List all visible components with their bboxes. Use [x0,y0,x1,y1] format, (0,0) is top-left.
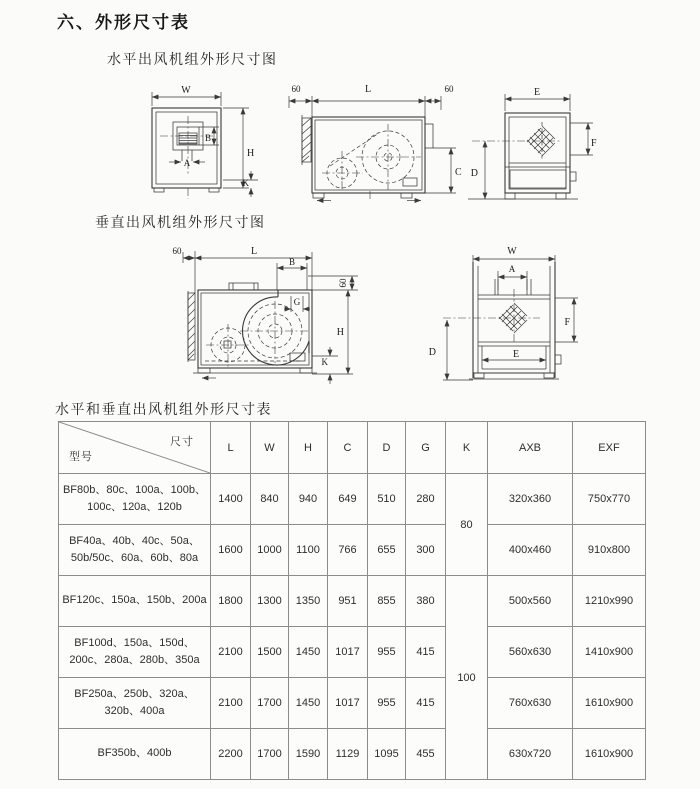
cell-g: 415 [406,678,446,729]
outlet-stub [425,124,433,148]
model-cell: BF40a、40b、40c、50a、50b/50c、60a、60b、80a [59,525,211,576]
dim-label-60-left: 60 [291,84,301,94]
dim-label-d: D [428,347,436,358]
foot [209,188,219,192]
table-header-row [59,422,646,474]
corner-label-dimension: 尺寸 [170,436,194,448]
dim-label-e: E [512,349,520,360]
cell-c: 649 [328,474,368,525]
model-cell: BF120c、150a、150b、200a [59,576,211,627]
table-row [59,678,646,729]
drain-box [403,178,417,186]
drawing-vertical-end-view [429,246,578,380]
col-header-g: G [406,422,446,474]
table-row [59,627,646,678]
dim-label-g: G [293,297,301,307]
cell-l: 1600 [211,525,251,576]
dim-label-60-right: 60 [444,84,454,94]
col-header-d: D [368,422,406,474]
cell-axb: 500x560 [488,576,573,627]
cell-h: 1350 [289,576,328,627]
cell-c: 1017 [328,627,368,678]
casing-outline [312,117,425,193]
cell-exf: 1610x900 [573,729,646,780]
cell-h: 940 [289,474,328,525]
table-row [59,525,646,576]
drawing-horizontal-side-view [289,84,462,201]
dim-label-k: K [242,178,249,188]
drain-box [290,353,305,361]
cell-exf: 1210x990 [573,576,646,627]
table-row [59,729,646,780]
side-tab [570,172,576,181]
dim-label-b: B [288,257,296,267]
cell-g: 455 [406,729,446,780]
dim-label-w: W [181,85,191,96]
col-header-axb: AXB [488,422,573,474]
cell-l: 1800 [211,576,251,627]
dimensions-table [58,421,646,780]
foot [556,193,566,199]
table-title: 水平和垂直出风机组外形尺寸表 [55,401,272,417]
drawing-vertical-side-view [173,246,359,384]
model-cell: BF250a、250b、320a、320b、400a [59,678,211,729]
dim-label-k: K [321,357,328,367]
cell-g: 415 [406,627,446,678]
col-header-w: W [251,422,289,474]
casing-outline [505,113,570,193]
centerlines [206,301,310,367]
cell-h: 1450 [289,627,328,678]
col-header-k: K [446,422,488,474]
cell-exf: 1410x900 [573,627,646,678]
col-header-exf: EXF [573,422,646,474]
drawing-horizontal-end-view [468,87,597,199]
cell-l: 2200 [211,729,251,780]
model-cell: BF350b、400b [59,729,211,780]
drawing-horizontal-front-view [152,85,258,199]
cell-d: 955 [368,627,406,678]
cell-c: 1129 [328,729,368,780]
cell-l: 2100 [211,627,251,678]
cell-axb: 760x630 [488,678,573,729]
cell-d: 1095 [368,729,406,780]
model-cell: BF80b、80c、100a、100b、100c、120a、120b [59,474,211,525]
cell-h: 1450 [289,678,328,729]
top-duct [495,279,531,295]
dim-label-c: C [455,167,462,178]
cell-k-merged: 100 [446,576,488,780]
foot [474,373,484,378]
cell-c: 766 [328,525,368,576]
dim-label-f: F [564,317,570,328]
cell-g: 380 [406,576,446,627]
corner-label-model: 型号 [69,451,93,463]
cell-h: 1590 [289,729,328,780]
dim-label-h: H [247,148,255,159]
cell-g: 300 [406,525,446,576]
foot [300,368,312,373]
cell-axb: 630x720 [488,729,573,780]
dim-label-a: A [183,158,191,168]
dim-label-l: L [364,84,372,95]
cell-w: 1300 [251,576,289,627]
model-cell: BF100d、150a、150d、200c、280a、280b、350a [59,627,211,678]
section-title-horizontal: 水平出风机组外形尺寸图 [107,51,278,67]
cell-w: 1000 [251,525,289,576]
cell-d: 855 [368,576,406,627]
dim-label-l: L [250,246,258,257]
cell-c: 1017 [328,678,368,729]
cell-w: 1500 [251,627,289,678]
table-row [59,474,646,525]
centerlines [322,124,421,191]
cell-w: 1700 [251,729,289,780]
cell-c: 951 [328,576,368,627]
foot [313,193,324,198]
belt-line [330,133,379,166]
col-header-c: C [328,422,368,474]
col-header-h: H [289,422,328,474]
cell-d: 510 [368,474,406,525]
casing-outline [152,108,221,188]
section-title-vertical: 垂直出风机组外形尺寸图 [95,214,266,230]
dim-label-f: F [591,138,597,149]
cell-exf: 910x800 [573,525,646,576]
cell-axb: 320x360 [488,474,573,525]
dim-label-w: W [507,246,517,257]
cell-w: 840 [251,474,289,525]
cell-g: 280 [406,474,446,525]
foot [154,188,164,192]
col-header-l: L [211,422,251,474]
cell-l: 2100 [211,678,251,729]
dim-label-a: A [508,264,516,274]
dim-label-d: D [470,168,478,179]
cell-axb: 560x630 [488,627,573,678]
cell-exf: 1610x900 [573,678,646,729]
cell-d: 955 [368,678,406,729]
cell-axb: 400x460 [488,525,573,576]
cell-k-merged: 80 [446,474,488,576]
centerlines [443,289,540,344]
dim-label-h: H [336,327,344,338]
dim-label-b: B [204,133,211,143]
foot [544,373,554,378]
cell-exf: 750x770 [573,474,646,525]
dim-label-60-top: 60 [338,278,348,288]
foot [198,368,210,373]
foot [401,193,412,198]
dim-label-60-left: 60 [172,246,182,256]
side-tab [555,355,561,364]
cell-w: 1700 [251,678,289,729]
dim-label-e: E [533,87,541,98]
cell-h: 1100 [289,525,328,576]
page-title: 六、外形尺寸表 [57,13,190,32]
corner-header-cell [59,422,211,474]
flange-hatch [302,118,311,162]
foot [505,193,515,199]
table-row [59,576,646,627]
cell-d: 655 [368,525,406,576]
flange-hatch [188,293,195,360]
cell-l: 1400 [211,474,251,525]
